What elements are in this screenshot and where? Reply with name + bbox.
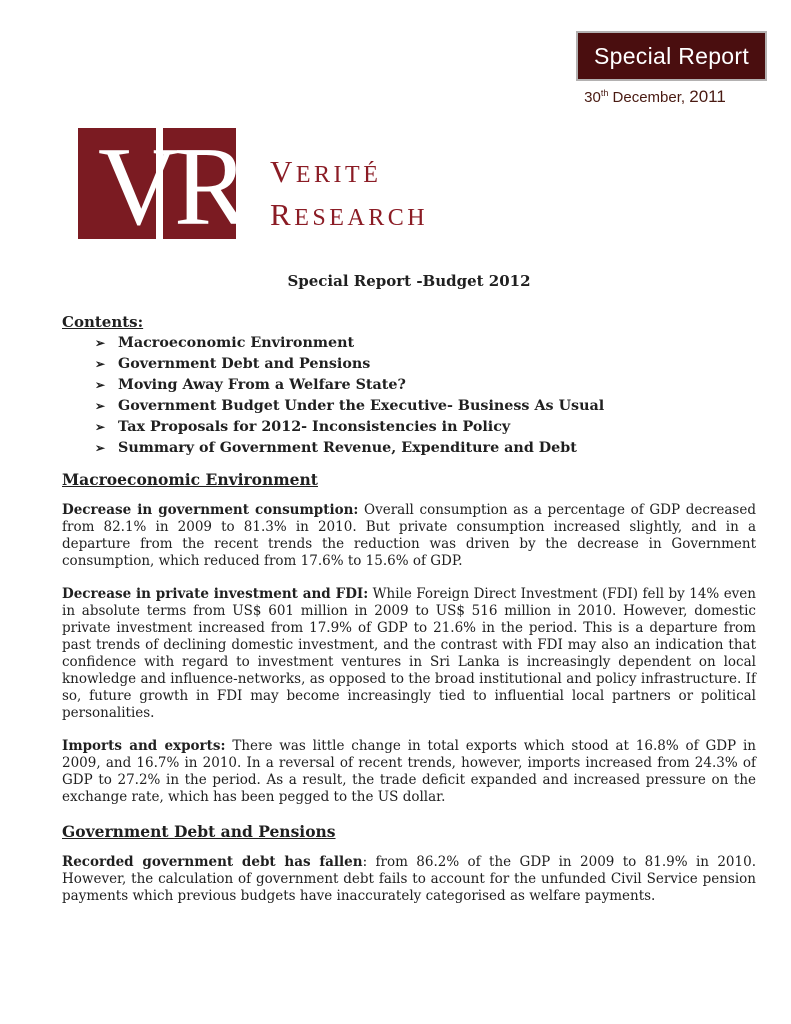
paragraph-recorded-government-debt <box>62 854 756 905</box>
arrow-bullet-icon: ➢ <box>95 336 106 350</box>
toc-item-label: Tax Proposals for 2012- Inconsistencies in Policy <box>118 419 511 435</box>
paragraph-lead: Recorded government debt has fallen <box>62 854 363 870</box>
logo-letter-v: V <box>98 125 179 249</box>
logo-letter-r: R <box>174 125 249 249</box>
section-government-debt-pensions <box>62 822 756 905</box>
paragraph-imports-exports <box>62 738 756 806</box>
toc-item-label: Government Debt and Pensions <box>118 356 371 372</box>
paragraph-lead: Decrease in private investment and FDI: <box>62 586 369 602</box>
special-report-badge <box>576 31 767 81</box>
paragraph-body: While Foreign Direct Investment (FDI) fell by 14% even in absolute terms from US$ 601 million in 2009 to US$ 516 million in 2010. However, domestic private investment increased from 17.9% of GDP to 21.6% in the period. This is a departure from past trends of declining domestic investment, and the contrast with FDI may also an indication that confidence with regard to investment ventures in Sri Lanka is increasingly dependent on local knowledge and influence-networks, as opposed to the broad institutional and policy infrastructure. If so, future growth in FDI may become increasingly tied to influential local partners or political personalities. <box>62 586 756 721</box>
toc-item <box>95 438 756 459</box>
arrow-bullet-icon: ➢ <box>95 441 106 455</box>
date-year: 2011 <box>689 87 726 106</box>
document-content <box>62 272 756 921</box>
date-day: 30 <box>584 89 601 106</box>
toc-item <box>95 354 756 375</box>
section-heading <box>62 470 756 490</box>
toc-item-label: Summary of Government Revenue, Expenditure and Debt <box>118 440 577 456</box>
toc-item-label: Moving Away From a Welfare State? <box>118 377 406 393</box>
brand-name-line1: VERITÉ <box>270 154 382 189</box>
paragraph-lead: Decrease in government consumption: <box>62 502 359 518</box>
table-of-contents <box>95 333 756 459</box>
date-month: December, <box>608 89 690 106</box>
toc-item <box>95 333 756 354</box>
toc-item-label: Government Budget Under the Executive- Business As Usual <box>118 398 605 414</box>
arrow-bullet-icon: ➢ <box>95 399 106 413</box>
contents-heading-label: Contents: <box>62 313 144 331</box>
contents-heading <box>62 312 756 332</box>
toc-item <box>95 396 756 417</box>
section-macroeconomic-environment <box>62 470 756 806</box>
special-report-badge-label: Special Report <box>593 42 750 69</box>
toc-item <box>95 417 756 438</box>
paragraph-body: Overall consumption as a percentage of GDP decreased from 82.1% in 2009 to 81.3% in 2010. But private consumption increased slightly, and in a departure from the recent trends the reduction was driven by the decrease in Government consumption, which reduced from 17.6% to 15.6% of GDP. <box>62 502 756 569</box>
paragraph-government-consumption <box>62 502 756 570</box>
section-heading <box>62 822 756 842</box>
section-heading-label: Government Debt and Pensions <box>62 822 336 841</box>
paragraph-body: : from 86.2% of the GDP in 2009 to 81.9% in 2010. However, the calculation of government debt fails to account for the unfunded Civil Service pension payments which previous budgets have inaccurately categorised as welfare payments. <box>62 854 756 904</box>
section-heading-label: Macroeconomic Environment <box>62 470 318 489</box>
toc-item <box>95 375 756 396</box>
arrow-bullet-icon: ➢ <box>95 420 106 434</box>
document-title: Special Report -Budget 2012 <box>287 272 531 290</box>
toc-item-label: Macroeconomic Environment <box>118 335 355 351</box>
date-ordinal: th <box>600 88 609 98</box>
paragraph-body: There was little change in total exports which stood at 16.8% of GDP in 2009, and 16.7% in 2010. In a reversal of recent trends, however, imports increased from 24.3% of GDP to 27.2% in the period. As a result, the trade deficit expanded and increased pressure on the exchange rate, which has been pegged to the US dollar. <box>62 738 756 805</box>
arrow-bullet-icon: ➢ <box>95 357 106 371</box>
paragraph-private-investment-fdi <box>62 586 756 722</box>
arrow-bullet-icon: ➢ <box>95 378 106 392</box>
report-date <box>530 87 780 107</box>
paragraph-lead: Imports and exports: <box>62 738 226 754</box>
brand-name-line2: RESEARCH <box>270 197 429 232</box>
